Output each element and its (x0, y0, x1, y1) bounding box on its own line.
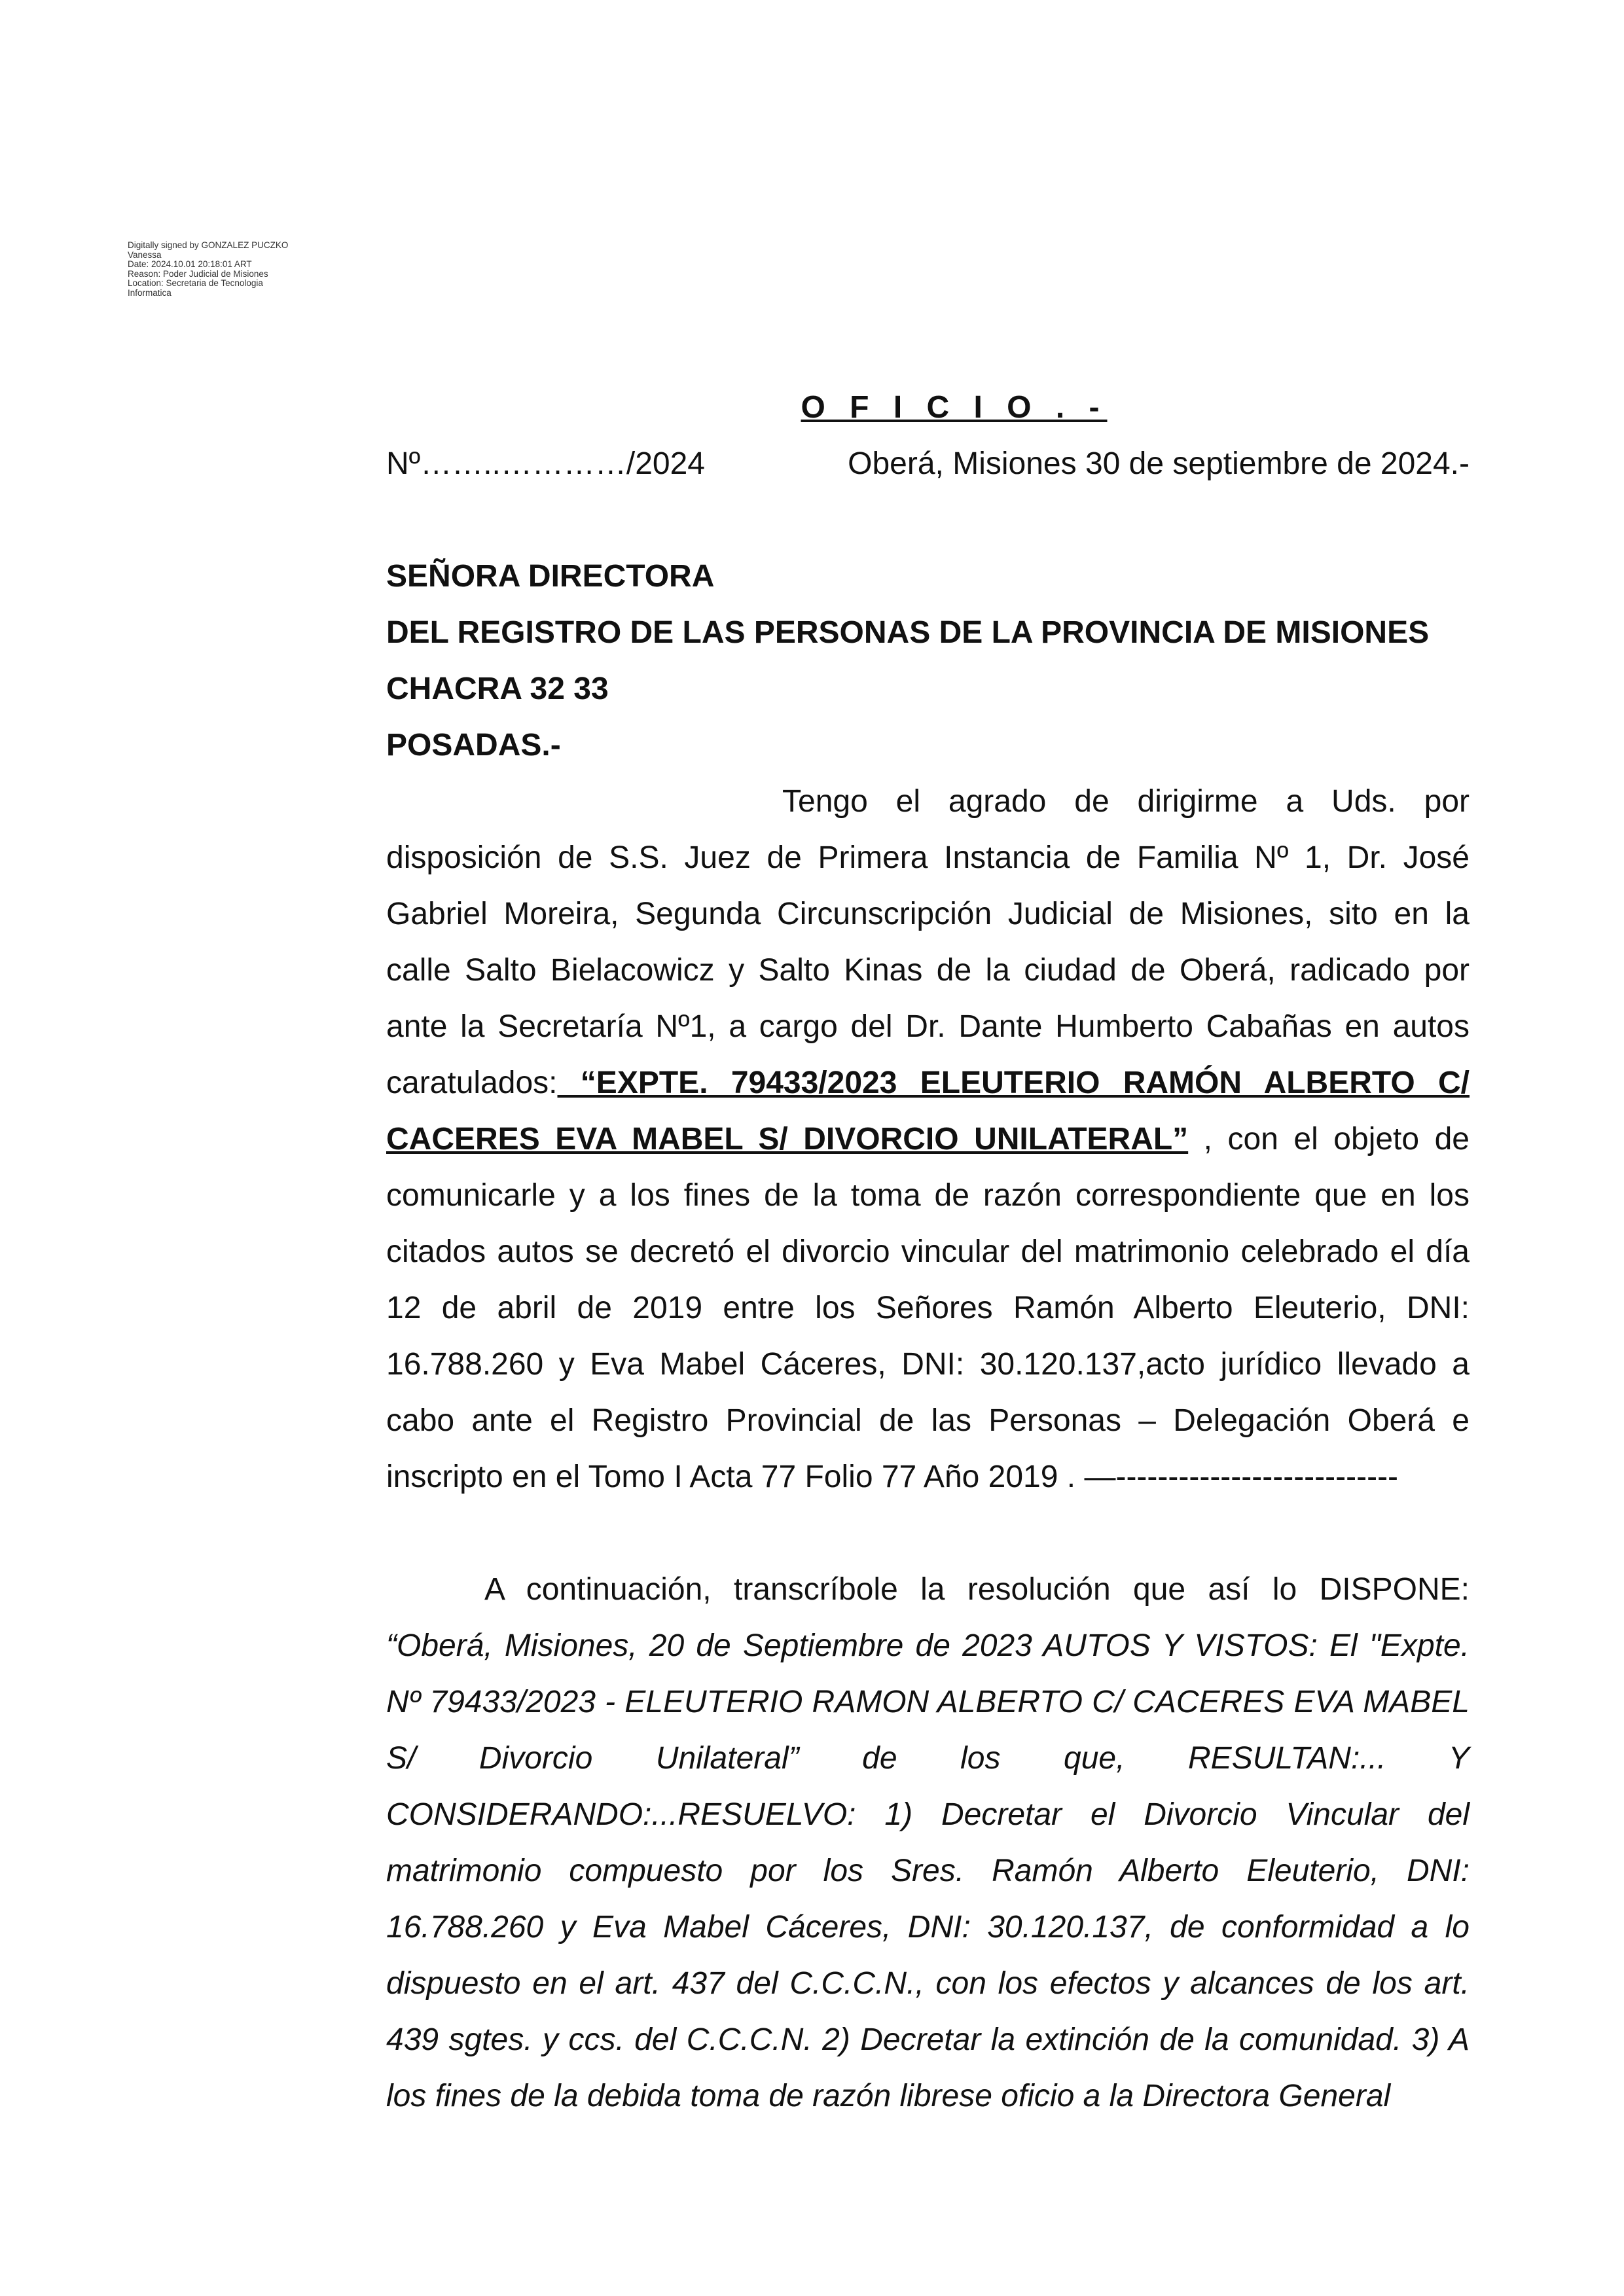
signature-line: Location: Secretaria de Tecnologia (128, 278, 263, 288)
paragraph-text: Tengo el agrado de dirigirme a Uds. por disposición de S.S. Juez de Primera Instancia de Familia Nº 1, Dr. José Gabriel Moreira, Segunda Circunscripción Judicial de Misiones, sito en la calle Salto Bielacowicz y Salto Kinas de la ciudad de Oberá, radicado por ante la Secretaría Nº1, a cargo del Dr. Dante Humberto Cabañas en autos caratulados: (386, 784, 1470, 1100)
case-caption: “EXPTE. 79433/2023 ELEUTERIO RAMÓN ALBERTO C/ CACERES EVA MABEL S/ DIVORCIO UNILATERAL” (386, 1066, 1470, 1157)
oficio-number: Nº……..…………/2024 (386, 446, 705, 481)
addressee-line: SEÑORA DIRECTORA (386, 559, 715, 594)
document-body (386, 380, 1470, 2125)
paragraph-resolution (386, 1562, 1470, 2125)
document-title: O F I C I O . - (801, 390, 1108, 425)
number-date-row (386, 436, 1470, 492)
addressee-line: POSADAS.- (386, 728, 561, 762)
signature-line: Reason: Poder Judicial de Misiones (128, 268, 268, 279)
signature-line: Informatica (128, 287, 171, 298)
signature-line: Digitally signed by GONZALEZ PUCZKO (128, 240, 289, 250)
signature-line: Vanessa (128, 249, 162, 260)
place-date: Oberá, Misiones 30 de septiembre de 2024.- (848, 446, 1470, 481)
digital-signature-stamp (128, 241, 350, 298)
addressee-block (386, 548, 1470, 774)
paragraph-text: A continuación, transcríbole la resolución que así lo DISPONE: (484, 1572, 1470, 1607)
signature-line: Date: 2024.10.01 20:18:01 ART (128, 259, 252, 269)
paragraph-communication (386, 774, 1470, 1505)
addressee-line: DEL REGISTRO DE LAS PERSONAS DE LA PROVINCIA DE MISIONES (386, 615, 1430, 650)
addressee-line: CHACRA 32 33 (386, 672, 609, 706)
paragraph-text: , con el objeto de comunicarle y a los fines de la toma de razón correspondiente que en los citados autos se decretó el divorcio vincular del matrimonio celebrado el día 12 de abril de 2019 entre los Señores Ramón Alberto Eleuterio, DNI: 16.788.260 y Eva Mabel Cáceres, DNI: 30.120.137,acto jurídico llevado a cabo ante el Registro Provincial de las Personas – Delegación Oberá e inscripto en el Tomo I Acta 77 Folio 77 Año 2019 . —--------------------------- (386, 1122, 1470, 1494)
resolution-quote: “Oberá, Misiones, 20 de Septiembre de 2023 AUTOS Y VISTOS: El "Expte. Nº 79433/2023 - ELEUTERIO RAMON ALBERTO C/ CACERES EVA MABEL S/ Divorcio Unilateral” de los que, RESULTAN:... Y CONSIDERANDO:...RESUELVO: 1) Decretar el Divorcio Vincular del matrimonio compuesto por los Sres. Ramón Alberto Eleuterio, DNI: 16.788.260 y Eva Mabel Cáceres, DNI: 30.120.137, de conformidad a lo dispuesto en el art. 437 del C.C.C.N., con los efectos y alcances de los art. 439 sgtes. y ccs. del C.C.C.N. 2) Decretar la extinción de la comunidad. 3) A los fines de la debida toma de razón librese oficio a la Directora General (386, 1628, 1470, 2113)
